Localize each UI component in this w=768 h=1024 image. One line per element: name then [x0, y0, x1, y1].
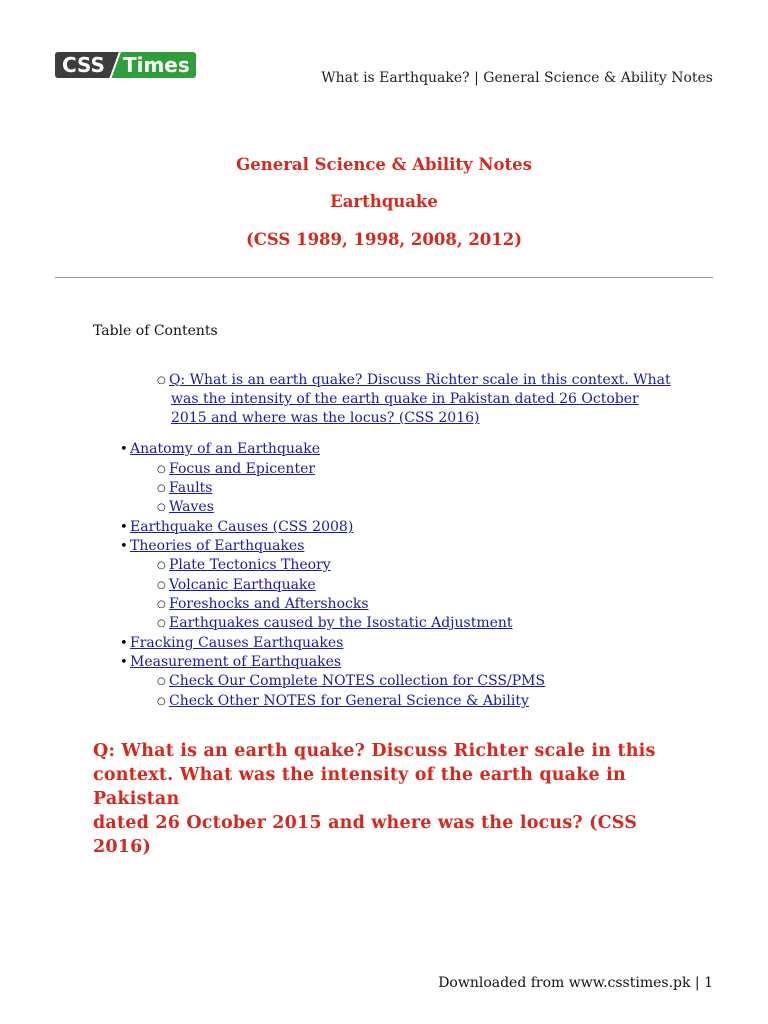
toc-subitem	[157, 498, 214, 518]
toc-subitem	[157, 460, 315, 480]
toc-link-complete-notes[interactable]: Check Our Complete NOTES collection for CSS/PMS	[169, 673, 546, 689]
toc-link-faults[interactable]: Faults	[169, 480, 213, 496]
disc-bullet-icon: •	[120, 636, 128, 651]
toc-item	[120, 653, 341, 672]
circle-bullet-icon: ○	[157, 580, 166, 591]
logo-css-text: CSS	[55, 52, 109, 78]
toc-link-isostatic[interactable]: Earthquakes caused by the Isostatic Adjustment	[169, 615, 513, 631]
toc-link-volcanic[interactable]: Volcanic Earthquake	[169, 577, 316, 593]
toc-link-fracking[interactable]: Fracking Causes Earthquakes	[130, 635, 344, 651]
toc-subitem	[157, 576, 316, 596]
csstimes-logo	[55, 52, 196, 78]
disc-bullet-icon: •	[120, 539, 128, 554]
divider	[55, 277, 713, 278]
circle-bullet-icon: ○	[157, 464, 166, 475]
toc-item-question-cont	[171, 409, 479, 428]
toc-link-foreshocks[interactable]: Foreshocks and Aftershocks	[169, 596, 369, 612]
disc-bullet-icon: •	[120, 520, 128, 535]
toc-link-causes[interactable]: Earthquake Causes (CSS 2008)	[130, 519, 354, 535]
toc-subitem	[157, 614, 513, 634]
disc-bullet-icon: •	[120, 655, 128, 670]
circle-bullet-icon: ○	[157, 618, 166, 629]
toc-item	[120, 537, 304, 556]
toc-heading: Table of Contents	[93, 323, 218, 339]
toc-link-question-line2[interactable]: was the intensity of the earth quake in Pakistan dated 26 October	[171, 391, 639, 407]
notes-title: General Science & Ability Notes	[236, 155, 532, 174]
toc-item-question	[157, 371, 671, 391]
toc-link-focus-epicenter[interactable]: Focus and Epicenter	[169, 461, 316, 477]
topic-title: Earthquake	[330, 192, 438, 211]
toc-link-measurement[interactable]: Measurement of Earthquakes	[130, 654, 342, 670]
toc-item-question-cont	[171, 390, 639, 409]
toc-subitem	[157, 692, 529, 712]
circle-bullet-icon: ○	[157, 599, 166, 610]
page-footer: Downloaded from www.csstimes.pk | 1	[438, 975, 713, 991]
logo-slash	[109, 52, 121, 78]
toc-item	[120, 634, 343, 653]
toc-subitem	[157, 595, 369, 615]
question-line: context. What was the intensity of the earth quake in Pakistan	[93, 765, 626, 809]
toc-item	[120, 440, 320, 459]
toc-subitem	[157, 556, 331, 576]
circle-bullet-icon: ○	[157, 483, 166, 494]
toc-link-waves[interactable]: Waves	[169, 499, 214, 515]
disc-bullet-icon: •	[120, 442, 128, 457]
toc-item	[120, 518, 353, 537]
toc-subitem	[157, 672, 545, 692]
circle-bullet-icon: ○	[157, 560, 166, 571]
document-header-title: What is Earthquake? | General Science & Ability Notes	[321, 70, 713, 86]
toc-link-plate-tectonics[interactable]: Plate Tectonics Theory	[169, 557, 331, 573]
toc-link-theories[interactable]: Theories of Earthquakes	[130, 538, 305, 554]
logo-times-text: Times	[121, 52, 196, 78]
toc-link-question-line1[interactable]: Q: What is an earth quake? Discuss Richter scale in this context. What	[169, 372, 671, 388]
circle-bullet-icon: ○	[157, 375, 166, 386]
circle-bullet-icon: ○	[157, 696, 166, 707]
toc-subitem	[157, 479, 212, 499]
toc-link-other-notes[interactable]: Check Other NOTES for General Science & Ability	[169, 693, 529, 709]
exam-years: (CSS 1989, 1998, 2008, 2012)	[245, 230, 523, 249]
toc-link-question-line3[interactable]: 2015 and where was the locus? (CSS 2016)	[171, 410, 480, 426]
question-line: Q: What is an earth quake? Discuss Richter scale in this	[93, 741, 656, 761]
circle-bullet-icon: ○	[157, 502, 166, 513]
question-heading	[93, 739, 693, 859]
toc-link-anatomy[interactable]: Anatomy of an Earthquake	[130, 441, 321, 457]
circle-bullet-icon: ○	[157, 676, 166, 687]
question-line: dated 26 October 2015 and where was the locus? (CSS 2016)	[93, 813, 638, 857]
